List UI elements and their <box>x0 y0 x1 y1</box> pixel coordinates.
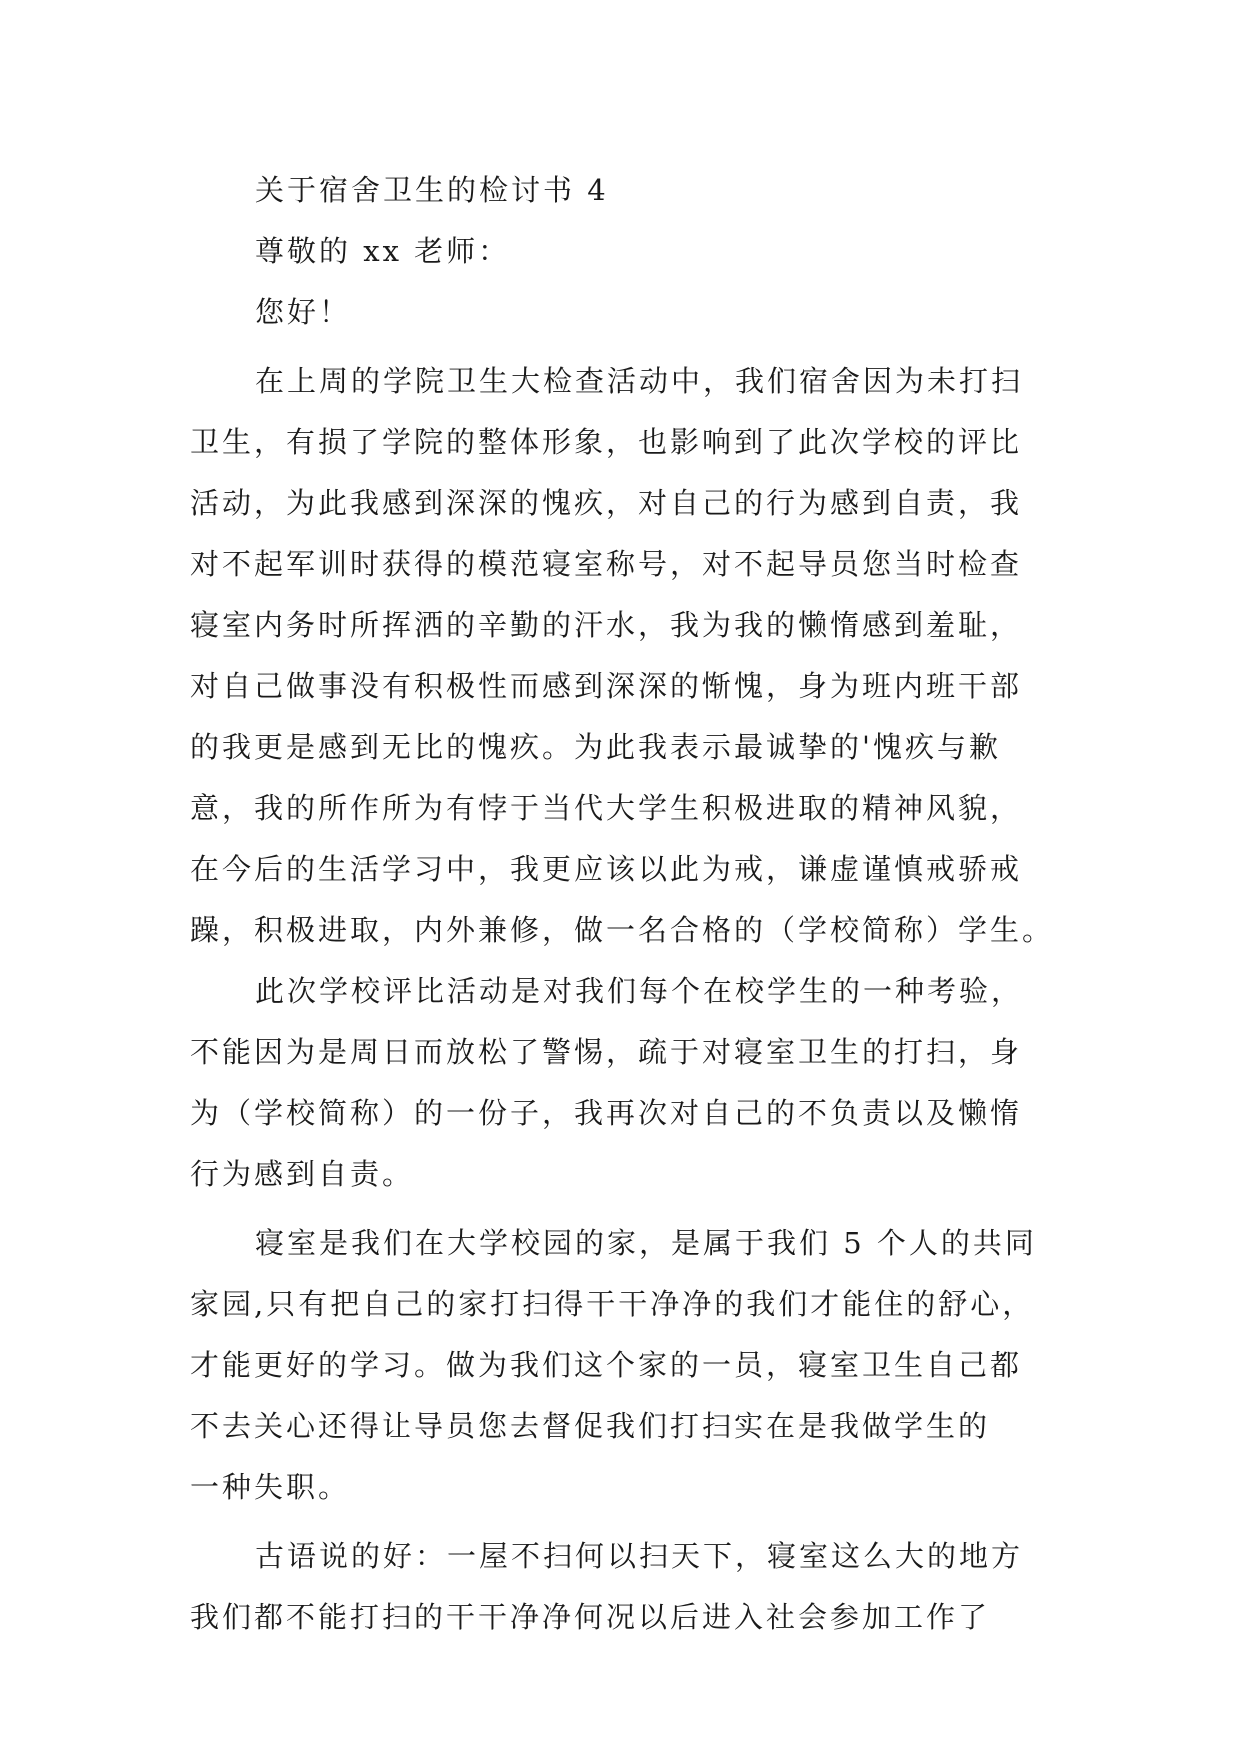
paragraph-1 <box>190 351 1055 961</box>
paragraph-line: 不能因为是周日而放松了警惕，疏于对寝室卫生的打扫，身 <box>190 1035 1023 1069</box>
document-title: 关于宿舍卫生的检讨书 4 <box>255 173 609 207</box>
paragraph-line: 意，我的所作所为有悖于当代大学生积极进取的精神风貌， <box>190 791 1023 825</box>
paragraph-line: 古语说的好：一屋不扫何以扫天下，寝室这么大的地方 <box>255 1539 1024 1573</box>
paragraph-line: 的我更是感到无比的愧疚。为此我表示最诚挚的'愧疚与歉 <box>190 730 1001 764</box>
paragraph-line: 在上周的学院卫生大检查活动中，我们宿舍因为未打扫 <box>255 364 1024 398</box>
paragraph-line: 在今后的生活学习中，我更应该以此为戒，谦虚谨慎戒骄戒 <box>190 852 1023 886</box>
paragraph-line: 寝室是我们在大学校园的家，是属于我们 5 个人的共同 <box>255 1226 1037 1260</box>
paragraph-line: 一种失职。 <box>190 1470 351 1504</box>
paragraph-line: 为（学校简称）的一份子，我再次对自己的不负责以及懒惰 <box>190 1096 1023 1130</box>
document-body <box>190 160 1055 1648</box>
paragraph-line: 对不起军训时获得的模范寝室称号，对不起导员您当时检查 <box>190 547 1023 581</box>
salutation: 尊敬的 xx 老师： <box>255 234 511 268</box>
paragraph-line: 行为感到自责。 <box>190 1157 415 1191</box>
paragraph-line: 卫生，有损了学院的整体形象，也影响到了此次学校的评比 <box>190 425 1023 459</box>
paragraph-line: 我们都不能打扫的干干净净何况以后进入社会参加工作了 <box>190 1600 991 1634</box>
paragraph-3 <box>190 1213 1050 1518</box>
greeting: 您好！ <box>255 295 352 329</box>
paragraph-line: 家园,只有把自己的家打扫得干干净净的我们才能住的舒心， <box>190 1287 1035 1321</box>
paragraph-line: 此次学校评比活动是对我们每个在校学生的一种考验， <box>255 974 1024 1008</box>
paragraph-line: 活动，为此我感到深深的愧疚，对自己的行为感到自责，我 <box>190 486 1023 520</box>
paragraph-4 <box>190 1526 1050 1648</box>
paragraph-2 <box>190 961 1050 1205</box>
paragraph-line: 对自己做事没有积极性而感到深深的惭愧，身为班内班干部 <box>190 669 1023 703</box>
paragraph-line: 寝室内务时所挥洒的辛勤的汗水，我为我的懒惰感到羞耻， <box>190 608 1023 642</box>
paragraph-line: 躁，积极进取，内外兼修，做一名合格的（学校简称）学生。 <box>190 913 1055 947</box>
paragraph-line: 才能更好的学习。做为我们这个家的一员，寝室卫生自己都 <box>190 1348 1023 1382</box>
paragraph-line: 不去关心还得让导员您去督促我们打扫实在是我做学生的 <box>190 1409 991 1443</box>
